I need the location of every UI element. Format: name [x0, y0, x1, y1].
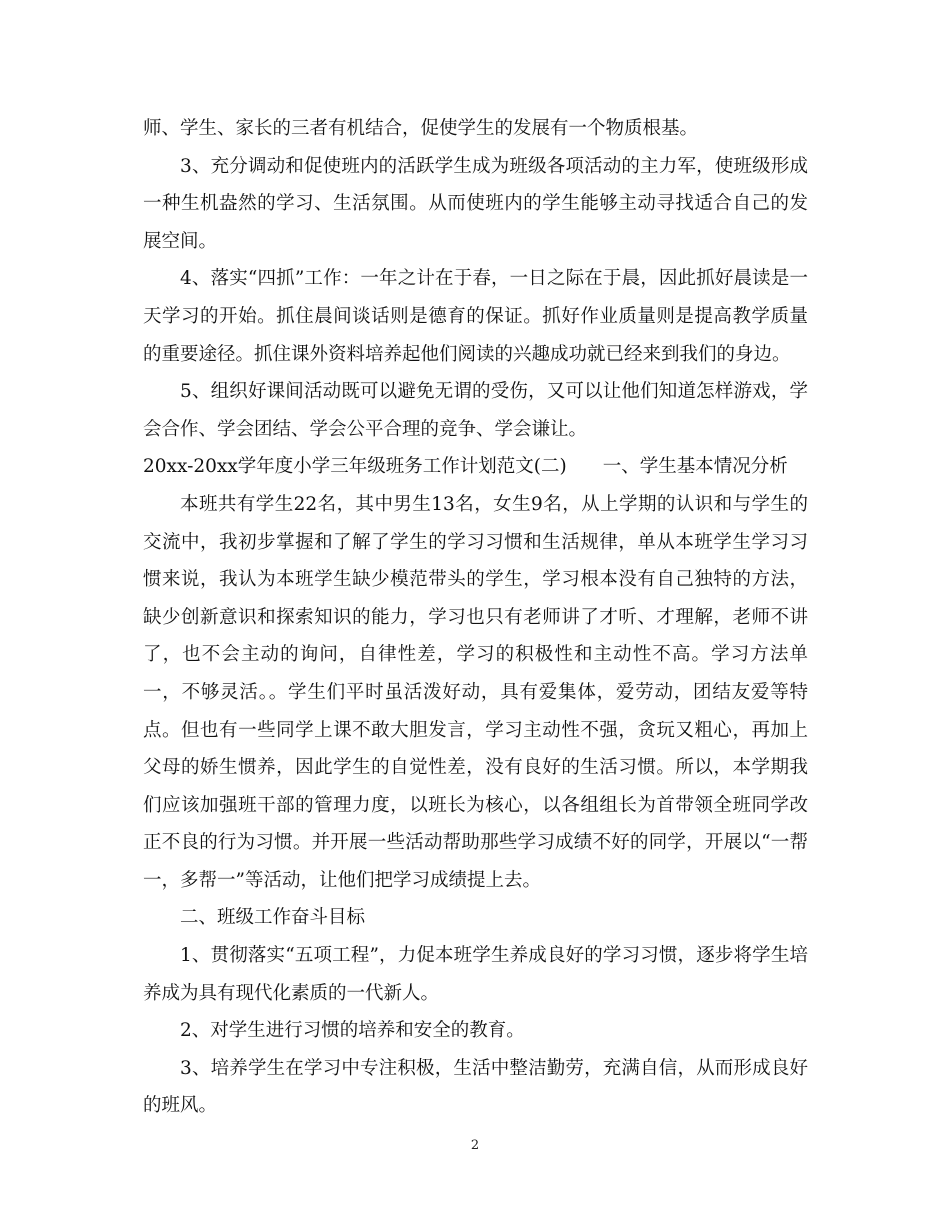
paragraph-continuation: 师、学生、家长的三者有机结合，促使学生的发展有一个物质根基。	[143, 118, 699, 139]
paragraph-item-4: 4、落实“四抓”工作：一年之计在于春，一日之际在于晨，因此抓好晨读是一天学习的开始。抓住晨间谈话则是德育的保证。抓好作业质量则是提高教学质量的重要途径。抓住课外资料培养起他们阅读的兴趣成功就已经来到我们的身边。	[143, 268, 808, 365]
paragraph-item-5: 5、组织好课间活动既可以避免无谓的受伤，又可以让他们知道怎样游戏，学会合作、学会团结、学会公平合理的竞争、学会谦让。	[143, 381, 808, 440]
heading-class-goals: 二、班级工作奋斗目标	[180, 907, 366, 929]
section-subtitle: 一、学生基本情况分析	[602, 456, 788, 478]
section-title: 20xx-20xx学年度小学三年级班务工作计划范文(二)	[143, 456, 567, 478]
paragraph-goal-3: 3、培养学生在学习中专注积极，生活中整洁勤劳，充满自信，从而形成良好的班风。	[143, 1057, 808, 1117]
section-heading-line	[143, 448, 808, 486]
document-body	[143, 110, 808, 1125]
paragraph-goal-2: 2、对学生进行习惯的培养和安全的教育。	[180, 1020, 525, 1042]
paragraph-goal-1: 1、贯彻落实“五项工程”，力促本班学生养成良好的学习习惯，逐步将学生培养成为具有现代化素质的一代新人。	[143, 945, 808, 1004]
paragraph-item-3: 3、充分调动和促使班内的活跃学生成为班级各项活动的主力军，使班级形成一种生机盎然的学习、生活氛围。从而使班内的学生能够主动寻找适合自己的发展空间。	[143, 155, 808, 252]
paragraph-student-analysis: 本班共有学生22名，其中男生13名，女生9名，从上学期的认识和与学生的交流中，我初步掌握和了解了学生的学习习惯和生活规律，单从本班学生学习习惯来说，我认为本班学生缺少模范带头的学生，学习根本没有自己独特的方法，缺少创新意识和探索知识的能力，学习也只有老师讲了才听、才理解，老师不讲了，也不会主动的询问，自律性差，学习的积极性和主动性不高。学习方法单一，不够灵活。。学生们平时虽活泼好动，具有爱集体，爱劳动，团结友爱等特点。但也有一些同学上课不敢大胆发言，学习主动性不强，贪玩又粗心，再加上父母的娇生惯养，因此学生的自觉性差，没有良好的生活习惯。所以，本学期我们应该加强班干部的管理力度，以班长为核心，以各组组长为首带领全班同学改正不良的行为习惯。并开展一些活动帮助那些学习成绩不好的同学，开展以“一帮一，多帮一”等活动，让他们把学习成绩提上去。	[143, 493, 808, 891]
page-number: 2	[470, 1138, 480, 1153]
